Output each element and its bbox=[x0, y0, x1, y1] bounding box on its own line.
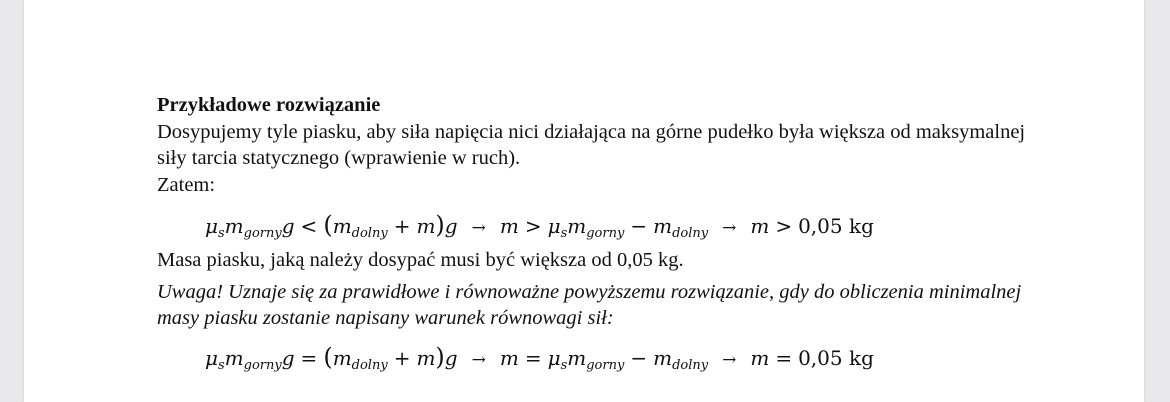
arrow-icon: → bbox=[471, 349, 486, 370]
mass-symbol: m bbox=[750, 345, 770, 370]
relation-symbol: > bbox=[524, 214, 542, 238]
subscript-dolny: dolny bbox=[351, 357, 388, 373]
section-heading: Przykładowe rozwiązanie bbox=[157, 94, 381, 116]
mass-symbol: m bbox=[653, 214, 673, 238]
arrow-icon: → bbox=[471, 218, 486, 238]
gravity-symbol: g bbox=[444, 345, 458, 370]
mass-symbol: m bbox=[567, 345, 587, 370]
mass-symbol: m bbox=[224, 345, 244, 370]
mass-symbol: m bbox=[499, 345, 519, 370]
mu-symbol: μ bbox=[547, 345, 561, 370]
left-paren: ( bbox=[323, 211, 333, 239]
result-value: 0,05 kg bbox=[798, 345, 874, 370]
subscript-s: s bbox=[560, 226, 568, 241]
mass-symbol: m bbox=[567, 214, 587, 238]
mass-symbol: m bbox=[499, 214, 519, 238]
paragraph-explanation: Dosypujemy tyle piasku, aby siła napięcia nici działająca na górne pudełko była większa od maksymalnej siły tarcia statycznego (wprawienie w ruch). bbox=[157, 120, 1026, 169]
document-content bbox=[157, 92, 1057, 376]
mass-symbol: m bbox=[416, 345, 436, 370]
subscript-gorny: gorny bbox=[586, 226, 625, 241]
relation-symbol: > bbox=[775, 214, 793, 238]
plus-symbol: + bbox=[393, 345, 411, 370]
relation-symbol: = bbox=[524, 345, 542, 370]
right-paren: ) bbox=[435, 211, 445, 239]
subscript-gorny: gorny bbox=[243, 357, 282, 373]
minus-symbol: − bbox=[630, 214, 648, 238]
subscript-gorny: gorny bbox=[243, 226, 282, 241]
document-page bbox=[24, 0, 1144, 402]
mass-symbol: m bbox=[416, 214, 436, 238]
mu-symbol: μ bbox=[547, 214, 561, 238]
paragraph-therefore: Zatem: bbox=[157, 173, 216, 196]
mass-symbol: m bbox=[332, 345, 352, 370]
relation-symbol: = bbox=[300, 345, 318, 370]
subscript-dolny: dolny bbox=[351, 226, 388, 241]
gravity-symbol: g bbox=[444, 214, 458, 238]
note-paragraph: Uwaga! Uznaje się za prawidłowe i równoważne powyższemu rozwiązanie, gdy do obliczenia minimalnej masy piasku zostanie napisany warunek równowagi sił: bbox=[157, 280, 1022, 329]
subscript-dolny: dolny bbox=[672, 357, 709, 373]
gravity-symbol: g bbox=[281, 345, 295, 370]
result-value: 0,05 kg bbox=[798, 214, 874, 238]
mass-symbol: m bbox=[224, 214, 244, 238]
subscript-gorny: gorny bbox=[586, 357, 625, 373]
mass-symbol: m bbox=[653, 345, 673, 370]
mass-symbol: m bbox=[750, 214, 770, 238]
left-paren: ( bbox=[323, 342, 333, 371]
mu-symbol: μ bbox=[205, 345, 218, 370]
paragraph-result: Masa piasku, jaką należy dosypać musi być większa od 0,05 kg. bbox=[157, 249, 684, 271]
arrow-icon: → bbox=[722, 218, 737, 238]
equation-equality bbox=[205, 338, 1057, 376]
subscript-dolny: dolny bbox=[672, 226, 709, 241]
relation-symbol: = bbox=[775, 345, 793, 370]
mu-symbol: μ bbox=[205, 214, 218, 238]
mass-symbol: m bbox=[332, 214, 352, 238]
subscript-s: s bbox=[218, 226, 225, 241]
minus-symbol: − bbox=[630, 345, 648, 370]
equation-inequality bbox=[205, 206, 1057, 244]
subscript-s: s bbox=[218, 357, 225, 373]
relation-symbol: < bbox=[300, 214, 318, 238]
plus-symbol: + bbox=[393, 214, 411, 238]
right-paren: ) bbox=[435, 342, 445, 371]
arrow-icon: → bbox=[722, 349, 737, 370]
subscript-s: s bbox=[560, 357, 568, 373]
gravity-symbol: g bbox=[281, 214, 295, 238]
